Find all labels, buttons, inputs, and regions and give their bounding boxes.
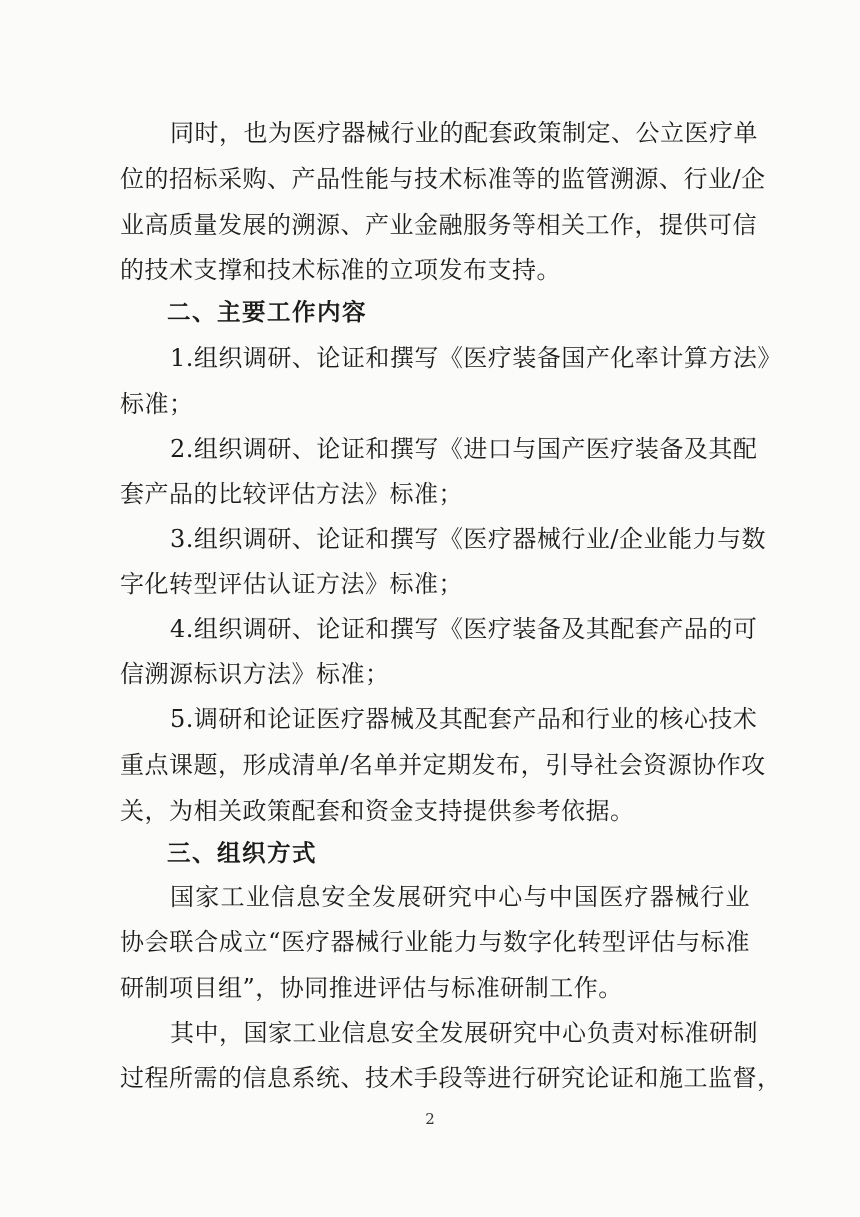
list-item-line: 信溯源标识方法》标准； <box>120 660 390 688</box>
paragraph-line: 位的招标采购、产品性能与技术标准等的监管溯源、行业/企 <box>120 165 766 193</box>
paragraph-line: 业高质量发展的溯源、产业金融服务等相关工作，提供可信 <box>120 211 757 239</box>
list-item-line: 套产品的比较评估方法》标准； <box>120 480 463 508</box>
paragraph-line: 其中，国家工业信息安全发展研究中心负责对标准研制 <box>170 1019 758 1047</box>
list-item-line: 3.组织调研、论证和撰写《医疗器械行业/企业能力与数 <box>170 525 766 553</box>
list-item-line: 4.组织调研、论证和撰写《医疗装备及其配套产品的可 <box>170 615 758 643</box>
section-heading: 二、主要工作内容 <box>167 298 367 326</box>
paragraph-line: 国家工业信息安全发展研究中心与中国医疗器械行业 <box>170 883 750 911</box>
list-item-line: 标准； <box>120 390 194 418</box>
page-number: 2 <box>425 1110 435 1128</box>
paragraph-line: 同时，也为医疗器械行业的配套政策制定、公立医疗单 <box>170 119 758 147</box>
list-item-line: 重点课题，形成清单/名单并定期发布，引导社会资源协作攻 <box>120 751 766 779</box>
paragraph-line: 协会联合成立“医疗器械行业能力与数字化转型评估与标准 <box>120 928 750 956</box>
section-heading: 三、组织方式 <box>167 839 317 867</box>
list-item-line: 关，为相关政策配套和资金支持提供参考依据。 <box>120 797 635 825</box>
paragraph-line: 过程所需的信息系统、技术手段等进行研究论证和施工监督， <box>120 1064 782 1092</box>
list-item-line: 1.组织调研、论证和撰写《医疗装备国产化率计算方法》 <box>170 344 782 372</box>
list-item-line: 字化转型评估认证方法》标准； <box>120 570 463 598</box>
paragraph-line: 研制项目组”，协同推进评估与标准研制工作。 <box>120 974 623 1002</box>
paragraph-line: 的技术支撑和技术标准的立项发布支持。 <box>120 256 561 284</box>
list-item-line: 5.调研和论证医疗器械及其配套产品和行业的核心技术 <box>170 705 758 733</box>
list-item-line: 2.组织调研、论证和撰写《进口与国产医疗装备及其配 <box>170 435 758 463</box>
